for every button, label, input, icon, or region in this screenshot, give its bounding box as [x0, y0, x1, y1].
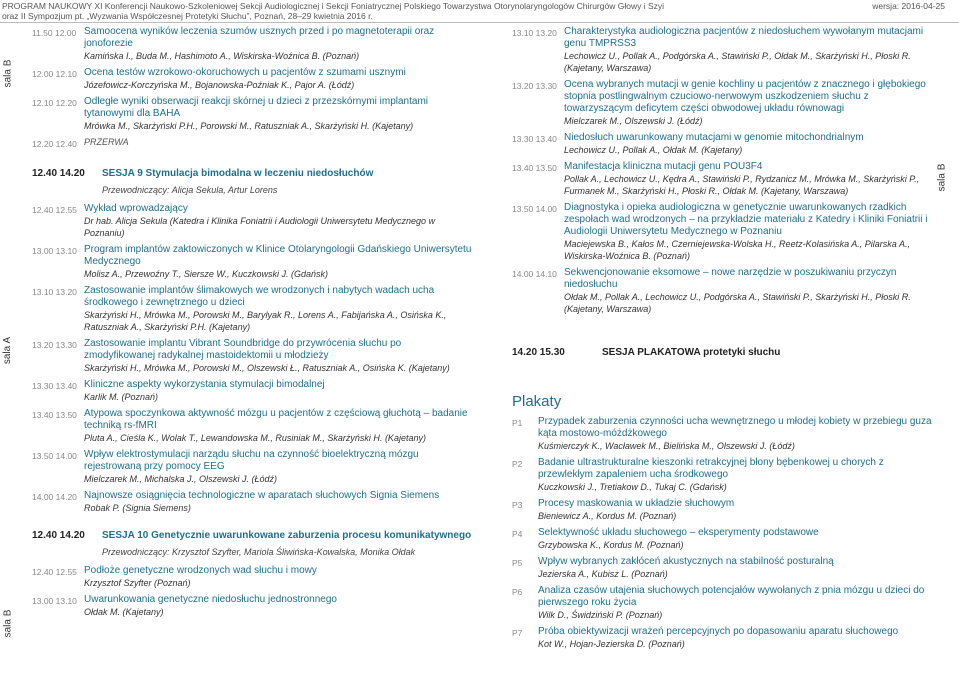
- program-entry: [32, 379, 472, 403]
- session-9-header: [32, 168, 472, 180]
- poster-number: P2: [512, 459, 523, 469]
- entry-title: Program implantów zaktowiczonych w Klinice Otolaryngologii Gdańskiego Uniwersytetu Medycznego: [84, 244, 472, 267]
- entry-title: Ocena wybranych mutacji w genie kochliny u pacjentów z znacznego i głębokiego stopnia postlingwalnym czuciowo-nerwowym uszkodzeniem słuchu z towarzyszącym deficytem części obwodowej układu równowagi: [564, 79, 926, 114]
- entry-title: Podłoże genetyczne wrodzonych wad słuchu i mowy: [84, 565, 317, 576]
- entry-authors: Lechowicz U., Pollak A., Ołdak M. (Kajetany): [564, 145, 743, 155]
- poster-number: P7: [512, 628, 523, 638]
- entry-title: Sekwencjonowanie eksomowe – nowe narzędzie w poszukiwaniu przyczyn niedosłuchu: [564, 267, 897, 290]
- entry-title: Samoocena wyników leczenia szumów usznych przed i po magnetoterapii oraz jonoforezie: [84, 26, 435, 49]
- program-entry: [32, 96, 472, 132]
- poster-entry: [512, 527, 932, 551]
- header-divider: [0, 22, 959, 23]
- poster-entry: [512, 498, 932, 522]
- poster-title: Wpływ wybranych zakłóceń akustycznych na stabilność posturalną: [538, 556, 834, 567]
- entry-time: 14.00 14.20: [32, 492, 77, 502]
- entry-authors: Ołdak M. (Kajetany): [84, 607, 164, 617]
- side-label-sala-b-top: sala B: [2, 59, 14, 88]
- entry-authors: Józefowicz-Korczyńska M., Bojanowska-Poźniak K., Pajor A. (Łódź): [84, 80, 355, 90]
- posters-heading: Plakaty: [512, 393, 562, 410]
- poster-authors: Kuśmierczyk K., Wacławek M., Bielińska M., Olszewski J. (Łódź): [538, 441, 795, 451]
- entry-time: 12.10 12.20: [32, 98, 77, 108]
- entry-title: Atypowa spoczynkowa aktywność mózgu u pacjentów z częściową głuchotą – badanie techniką rs-fMRI: [84, 408, 468, 431]
- poster-authors: Jezierska A., Kubisz L. (Poznań): [538, 569, 668, 579]
- break-entry: [32, 137, 472, 150]
- program-entry: [32, 67, 472, 91]
- poster-title: Procesy maskowania w układzie słuchowym: [538, 498, 735, 509]
- entry-time: 11.50 12.00: [32, 28, 77, 38]
- entry-title: Niedosłuch uwarunkowany mutacjami w genomie mitochondrialnym: [564, 132, 864, 143]
- entry-time: 13.50 14.00: [512, 204, 557, 214]
- poster-authors: Bieniewicz A., Kordus M. (Poznań): [538, 511, 677, 521]
- program-entry: [32, 26, 472, 62]
- entry-time: 13.20 13.30: [32, 340, 77, 350]
- header-line-1: PROGRAM NAUKOWY XI Konferencji Naukowo-Szkoleniowej Sekcji Audiologicznej i Sekcji Foniatrycznej Polskiego Towarzystwa Otorynolaryngologów Chirurgów Głowy i Szyi: [2, 1, 665, 11]
- session-title: SESJA PLAKATOWA protetyki słuchu: [602, 347, 781, 358]
- poster-entry: [512, 416, 932, 452]
- session-10-header: [32, 530, 472, 542]
- entry-authors: Pluta A., Cieśla K., Wolak T., Lewandowska M., Rusiniak M., Skarżyński H. (Kajetany): [84, 433, 426, 443]
- entry-title: Kliniczne aspekty wykorzystania stymulacji bimodalnej: [84, 379, 325, 390]
- program-entry: [32, 490, 472, 514]
- page-header: [2, 1, 957, 21]
- session-chairs: Przewodniczący: Alicja Sekula, Artur Lorens: [102, 185, 278, 195]
- side-label-sala-a: sala A: [2, 336, 14, 365]
- poster-session-header: [512, 347, 932, 359]
- program-entry: [512, 202, 932, 262]
- entry-time: 12.00 12.10: [32, 69, 77, 79]
- poster-title: Badanie ultrastrukturalne kieszonki retrakcyjnej błony bębenkowej u chorych z przewlekłym zapaleniem ucha środkowego: [538, 457, 884, 480]
- entry-authors: Maciejewska B., Kałos M., Czerniejewska-Wolska H., Reetz-Kolasińska A., Pilarska A., Wiskirska-Woźnica B. (Poznań): [564, 239, 910, 261]
- poster-entry: [512, 556, 932, 580]
- poster-number: P4: [512, 529, 523, 539]
- program-entry: [32, 408, 472, 444]
- poster-authors: Kot W., Hojan-Jezierska D. (Poznań): [538, 639, 685, 649]
- side-label-sala-b-bottom: sala B: [2, 609, 14, 638]
- entry-authors: Karlik M. (Poznań): [84, 392, 159, 402]
- entry-authors: Mielczarek M., Michalska J., Olszewski J. (Łódź): [84, 474, 278, 484]
- entry-authors: Skarżyński H., Mrówka M., Porowski M., Barylyak R., Lorens A., Fabijańska A., Osińska K., Ratuszniak A., Skarżyński P.H. (Kajetany): [84, 310, 447, 332]
- session-chairs: Przewodniczący: Krzysztof Szyfter, Mariola Śliwińska-Kowalska, Monika Ołdak: [102, 547, 416, 557]
- side-label-sala-b-right: sala B: [936, 163, 948, 192]
- poster-title: Przypadek zaburzenia czynności ucha wewnętrznego u młodej kobiety w przebiegu guza kąta mostowo-móżdżkowego: [538, 416, 932, 439]
- poster-number: P1: [512, 418, 523, 428]
- poster-title: Analiza czasów utajenia słuchowych potencjałów wywołanych z pnia mózgu u dzieci do pierwszego roku życia: [538, 585, 925, 608]
- entry-authors: Dr hab. Alicja Sekula (Katedra i Klinika Foniatrii i Audiologii Uniwersytetu Medycznego w Poznaniu): [84, 216, 435, 238]
- entry-title: Zastosowanie implantów ślimakowych we wrodzonych i nabytych wadach ucha środkowego i zewnętrznego u dzieci: [84, 285, 435, 308]
- version-label: wersja: 2016-04-25: [872, 1, 945, 11]
- entry-title: Zastosowanie implantu Vibrant Soundbridge do przywrócenia słuchu po zmodyfikowanej radykalnej mastoidektomii u młodzieży: [84, 338, 402, 361]
- program-entry: [32, 565, 472, 589]
- entry-title: Wykład wprowadzający: [84, 203, 188, 214]
- session-time: 14.20 15.30: [512, 347, 565, 358]
- header-line-2: oraz II Sympozjum pt. „Wyzwania Współczesnej Protetyki Słuchu”, Poznań, 28–29 kwietnia 2016 r.: [2, 11, 373, 21]
- poster-title: Próba obiektywizacji wrażeń percepcyjnych po dopasowaniu aparatu słuchowego: [538, 626, 899, 637]
- program-entry: [512, 26, 932, 74]
- entry-time: 12.40 12.55: [32, 205, 77, 215]
- entry-time: 13.20 13.30: [512, 81, 557, 91]
- poster-entry: [512, 626, 932, 650]
- entry-authors: Lechowicz U., Pollak A., Podgórska A., Stawiński P., Ołdak M., Skarżyński H., Płoski R. (Kajetany, Warszawa): [564, 51, 911, 73]
- entry-title: Ocena testów wzrokowo-okoruchowych u pacjentów z szumami usznymi: [84, 67, 406, 78]
- program-entry: [32, 449, 472, 485]
- program-entry: [512, 161, 932, 197]
- entry-authors: Mielczarek M., Olszewski J. (Łódź): [564, 116, 703, 126]
- entry-time: 13.40 13.50: [512, 163, 557, 173]
- program-entry: [512, 79, 932, 127]
- entry-time: 13.40 13.50: [32, 410, 77, 420]
- entry-authors: Robak P. (Signia Siemens): [84, 503, 191, 513]
- entry-authors: Skarżyński H., Mrówka M., Porowski M., Olszewski Ł., Ratuszniak A., Osińska K. (Kajetany): [84, 363, 450, 373]
- entry-title: Charakterystyka audiologiczna pacjentów z niedosłuchem wywołanym mutacjami genu TMPRSS3: [564, 26, 924, 49]
- program-entry: [32, 285, 472, 333]
- entry-authors: Kamińska I., Buda M., Hashimoto A., Wiskirska-Woźnica B. (Poznań): [84, 51, 360, 61]
- program-entry: [32, 203, 472, 239]
- poster-title: Selektywność układu słuchowego – eksperymenty podstawowe: [538, 527, 819, 538]
- entry-time: 14.00 14.10: [512, 269, 557, 279]
- break-label: PRZERWA: [84, 137, 129, 147]
- entry-authors: Krzysztof Szyfter (Poznań): [84, 578, 191, 588]
- entry-authors: Ołdak M., Pollak A., Lechowicz U., Podgórska A., Stawiński P., Skarżyński H., Płoski R. (Kajetany, Warszawa): [564, 292, 911, 314]
- program-entry: [32, 594, 472, 618]
- entry-title: Najnowsze osiągnięcia technologiczne w aparatach słuchowych Signia Siemens: [84, 490, 440, 501]
- entry-time: 13.10 13.20: [32, 287, 77, 297]
- poster-entry: [512, 457, 932, 493]
- entry-time: 12.40 12.55: [32, 567, 77, 577]
- program-entry: [512, 132, 932, 156]
- left-column: [32, 26, 472, 623]
- entry-title: Odległe wyniki obserwacji reakcji skórnej u dzieci z przezskórnymi implantami tytanowymi dla BAHA: [84, 96, 429, 119]
- poster-number: P3: [512, 500, 523, 510]
- entry-time: 13.30 13.40: [512, 134, 557, 144]
- session-title: SESJA 9 Stymulacja bimodalna w leczeniu niedosłuchów: [102, 168, 374, 179]
- poster-number: P5: [512, 558, 523, 568]
- poster-authors: Grzybowska K., Kordus M. (Poznań): [538, 540, 684, 550]
- program-entry: [32, 338, 472, 374]
- poster-authors: Wilk D., Świdziński P. (Poznań): [538, 610, 663, 620]
- entry-title: Wpływ elektrostymulacji narządu słuchu na czynność bioelektryczną mózgu rejestrowaną przy pomocy EEG: [84, 449, 419, 472]
- session-time: 12.40 14.20: [32, 168, 85, 179]
- entry-authors: Mrówka M., Skarżyński P.H., Porowski M., Ratuszniak A., Skarżyński H. (Kajetany): [84, 121, 414, 131]
- right-column: [512, 26, 932, 655]
- poster-authors: Kuczkowski J., Tretiakow D., Tukaj C. (Gdańsk): [538, 482, 727, 492]
- entry-title: Manifestacja kliniczna mutacji genu POU3F4: [564, 161, 763, 172]
- entry-authors: Pollak A., Lechowicz U., Kędra A., Stawiński P., Rydzanicz M., Mrówka M., Skarżyński P., Furmanek M., Skarżyński H., Płoski R., Ołdak M. (Kajetany, Warszawa): [564, 174, 920, 196]
- entry-title: Diagnostyka i opieka audiologiczna w genetycznie uwarunkowanych rzadkich zespołach wad wrodzonych – na przykładzie materiału z Katedry i Kliniki Foniatrii i Audiologii Uniwersytetu Medycznego w Poznaniu: [564, 202, 928, 237]
- entry-authors: Molisz A., Przewoźny T., Siersze W., Kuczkowski J. (Gdańsk): [84, 269, 329, 279]
- break-time: 12.20 12.40: [32, 139, 77, 149]
- entry-time: 13.10 13.20: [512, 28, 557, 38]
- entry-title: Uwarunkowania genetyczne niedosłuchu jednostronnego: [84, 594, 337, 605]
- session-time: 12.40 14.20: [32, 530, 85, 541]
- poster-entry: [512, 585, 932, 621]
- program-entry: [512, 267, 932, 315]
- entry-time: 13.00 13.10: [32, 596, 77, 606]
- entry-time: 13.30 13.40: [32, 381, 77, 391]
- entry-time: 13.00 13.10: [32, 246, 77, 256]
- entry-time: 13.50 14.00: [32, 451, 77, 461]
- poster-number: P6: [512, 587, 523, 597]
- program-entry: [32, 244, 472, 280]
- session-title: SESJA 10 Genetycznie uwarunkowane zaburzenia procesu komunikatywnego: [102, 530, 472, 541]
